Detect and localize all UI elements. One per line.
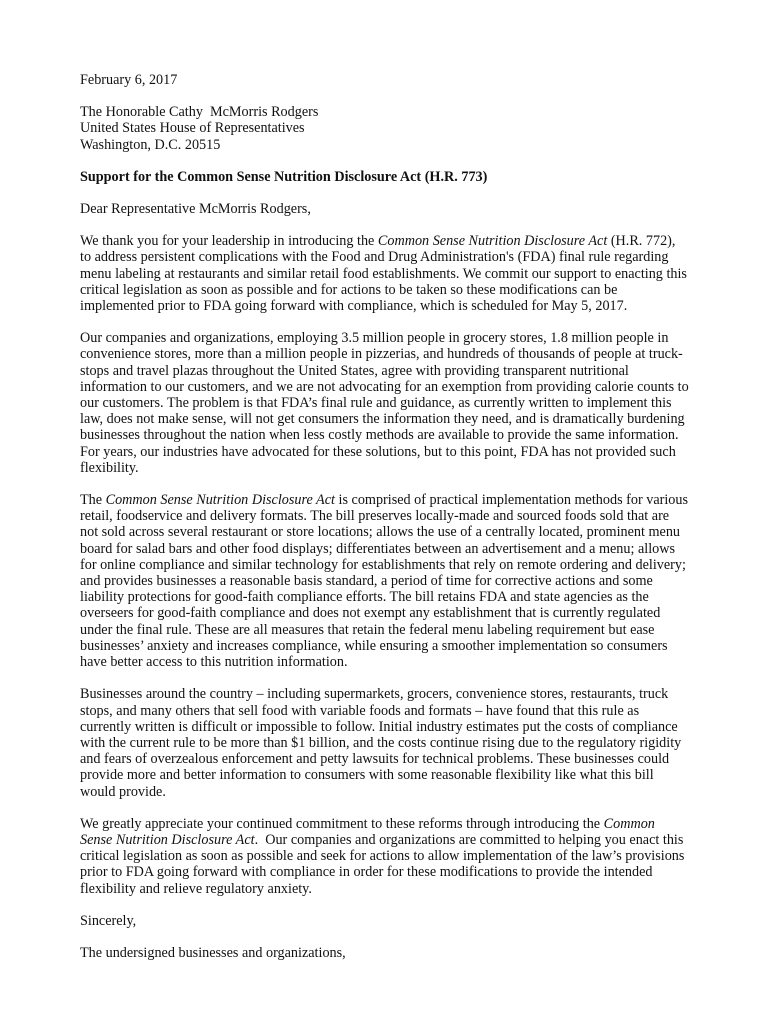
- recipient-office: United States House of Representatives: [80, 120, 305, 137]
- letter-signature: The undersigned businesses and organizations,: [80, 944, 346, 961]
- paragraph-1: [80, 233, 690, 314]
- paragraph-5-b: . Our companies and organizations are committed to helping you enact this critical legislation as soon as possible and seek for actions to allow implementation of the law’s provisions prior to FDA going forward with compliance in order for these modifications to provide the intended flexibility and relieve regulatory anxiety.: [80, 831, 688, 897]
- paragraph-1-a: We thank you for your leadership in introducing the: [80, 233, 378, 250]
- act-name: Common Sense Nutrition Disclosure Act: [377, 233, 608, 250]
- letter-subject: Support for the Common Sense Nutrition Disclosure Act (H.R. 773): [80, 168, 488, 185]
- paragraph-4: Businesses around the country – including supermarkets, grocers, convenience stores, restaurants, truck stops, and many others that sell food with variable foods and formats – have found that this rule as currently written is difficult or impossible to follow. Initial industry estimates put the costs of compliance with the current rule to be more than $1 billion, and the costs continue rising due to the regulatory rigidity and fears of overzealous enforcement and petty lawsuits for technical problems. These businesses could provide more and better information to consumers with some reasonable flexibility like what this bill would provide.: [80, 686, 682, 800]
- letter-salutation: Dear Representative McMorris Rodgers,: [80, 201, 311, 218]
- paragraph-5-a: We greatly appreciate your continued commitment to these reforms through introducing the: [80, 815, 604, 832]
- recipient-name: The Honorable Cathy McMorris Rodgers: [80, 104, 319, 121]
- paragraph-5: [80, 816, 690, 897]
- letter-page: [80, 72, 690, 961]
- recipient-address: [80, 104, 690, 153]
- letter-date: February 6, 2017: [80, 72, 178, 88]
- recipient-city: Washington, D.C. 20515: [80, 136, 221, 153]
- paragraph-3-a: The: [80, 492, 106, 509]
- paragraph-3: [80, 492, 690, 670]
- letter-closing: Sincerely,: [80, 912, 137, 929]
- paragraph-1-b: (H.R. 772), to address persistent complications with the Food and Drug Administration's (FDA) final rule regarding menu labeling at restaurants and similar retail food establishments. We commit our support to enacting this critical legislation as soon as possible and for actions to be taken so these modifications can be implemented prior to FDA going forward with compliance, which is scheduled for May 5, 2017.: [80, 233, 687, 315]
- act-name: Common Sense Nutrition Disclosure Act: [105, 492, 335, 509]
- paragraph-3-b: is comprised of practical implementation methods for various retail, foodservice and delivery formats. The bill preserves locally-made and sourced foods sold that are not sold across several restaurant or store locations; allows the use of a centrally located, prominent menu board for salad bars and other food displays; differentiates between an advertisement and a menu; allows for online compliance and similar technology for establishments that rely on remote ordering and delivery; and provides businesses a reasonable basis standard, a period of time for corrective actions and some liability protections for good-faith compliance efforts. The bill retains FDA and state agencies as the overseers for good-faith compliance and does not exempt any establishment that is currently regulated under the final rule. These are all measures that retain the federal menu labeling requirement but ease businesses’ anxiety and increases compliance, while ensuring a smoother implementation so consumers have better access to this nutrition information.: [80, 492, 688, 671]
- paragraph-2: Our companies and organizations, employing 3.5 million people in grocery stores, 1.8 million people in convenience stores, more than a million people in pizzerias, and hundreds of thousands of people at truck-stops and travel plazas throughout the United States, agree with providing transparent nutritional information to our customers, and we are not advocating for an exemption from providing calorie counts to our customers. The problem is that FDA’s final rule and guidance, as currently written to implement this law, does not make sense, will not get consumers the information they need, and is dramatically burdening businesses throughout the nation when less costly methods are available to provide the same information. For years, our industries have advocated for these solutions, but to this point, FDA has not provided such flexibility.: [80, 330, 689, 476]
- act-name: Common Sense Nutrition Disclosure Act: [80, 815, 655, 848]
